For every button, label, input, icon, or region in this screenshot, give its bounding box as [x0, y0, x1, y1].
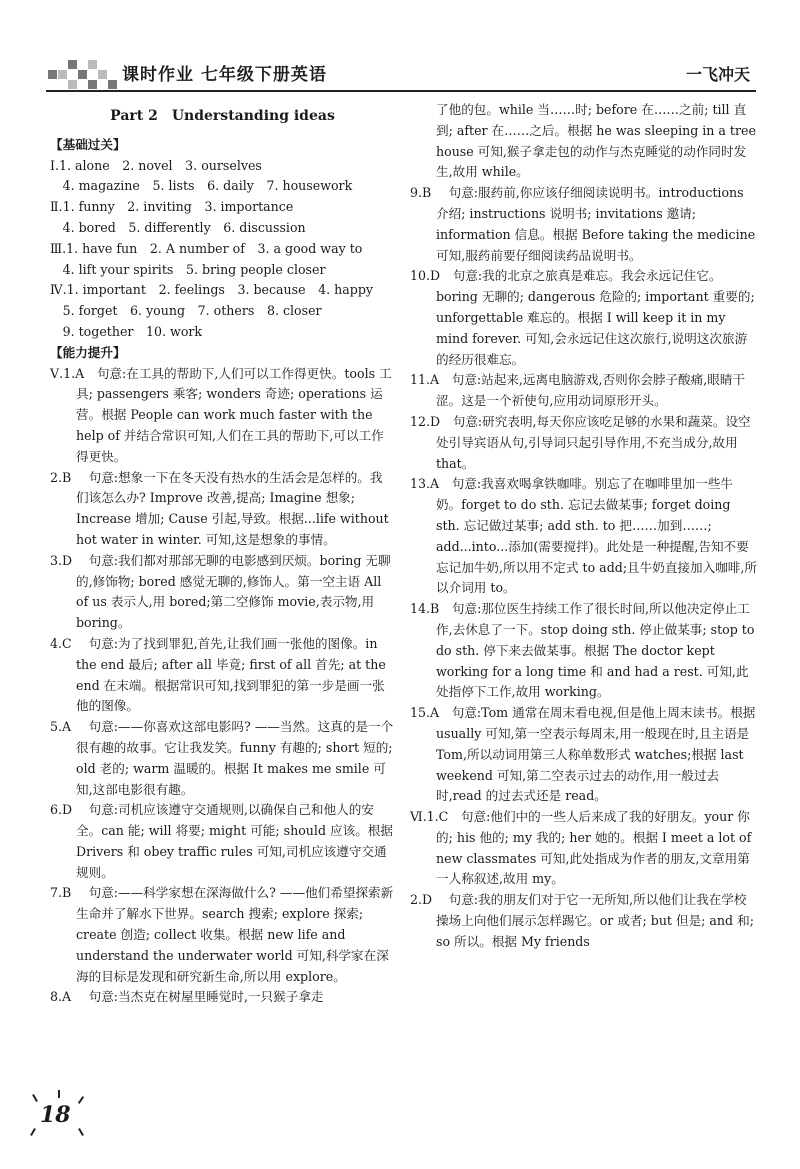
answer-explanation: 句意:Tom 通常在周末看电视,但是他上周末读书。根据 usually 可知,第一空表示每周末,用一般现在时,且主语是 Tom,所以动词用第三人称单数形式 watches;根据 last weekend 可知,第二空表示过去的动作,用一般过去时,read 的过去式还是 read。 — [436, 705, 756, 804]
header-rule — [46, 90, 756, 92]
left-column — [50, 100, 395, 1008]
right-column — [410, 100, 758, 953]
answer-item — [410, 703, 758, 807]
answer-explanation: 句意:——科学家想在深海做什么? ——他们希望探索新生命并了解水下世界。search 搜索; explore 探索; create 创造; collect 收集。根据 new life and understand the underwater world 可知,科学家在深海的目标是发现和研究新生命,所以用 explore。 — [76, 885, 394, 984]
basic-answer-line: 4. lift your spirits 5. bring people closer — [50, 261, 326, 277]
answer-explanation: 句意:站起来,远离电脑游戏,否则你会脖子酸痛,眼睛干涩。这是一个祈使句,应用动词原形开头。 — [436, 372, 746, 409]
answer-item — [410, 266, 758, 370]
section-ability: 【能力提升】 — [50, 344, 126, 360]
answer-explanation: 句意:当杰克在树屋里睡觉时,一只猴子拿走 — [88, 989, 324, 1005]
basic-answer-line: Ⅲ.1. have fun 2. A number of 3. a good way to — [50, 240, 363, 256]
answer-number: 7.B — [50, 885, 72, 901]
answer-number: 11.A — [410, 372, 440, 388]
answer-explanation: 句意:在工具的帮助下,人们可以工作得更快。tools 工具; passengers 乘客; wonders 奇迹; operations 运营。根据 People can work much faster with the help of 并结合常识可知,人们在工具的帮助下,可以工作得更快。 — [76, 365, 392, 464]
answer-number: 2.D — [410, 892, 433, 908]
answer-item — [50, 468, 395, 551]
answer-item — [410, 370, 758, 412]
answer-number: 2.B — [50, 469, 72, 485]
answer-item — [410, 474, 758, 599]
answer-number: 14.B — [410, 601, 440, 617]
answer-number: 9.B — [410, 185, 432, 201]
answer-item — [410, 890, 758, 952]
answer-item — [410, 807, 758, 890]
answer-explanation: 句意:那位医生持续工作了很长时间,所以他决定停止工作,去休息了一下。stop doing sth. 停止做某事; stop to do sth. 停下来去做某事。根据 The doctor kept working for a long time 和 and had a rest. 可知,此处指停下工作,故用 working。 — [436, 601, 755, 700]
answer-item — [50, 883, 395, 987]
answer-explanation: 句意:想象一下在冬天没有热水的生活会是怎样的。我们该怎么办? Improve 改善,提高; Imagine 想象; Increase 增加; Cause 引起,导致。根据...life without hot water in winter. 可知,这是想象的事情。 — [76, 469, 389, 547]
answer-explanation: 句意:为了找到罪犯,首先,让我们画一张他的图像。in the end 最后; after all 毕竟; first of all 首先; at the end 在末端。根据常识可知,找到罪犯的第一步是画一张他的图像。 — [76, 635, 386, 714]
basic-answer-line: Ⅰ.1. alone 2. novel 3. ourselves — [50, 157, 262, 173]
answer-number: 13.A — [410, 476, 440, 492]
basic-answer-line: 9. together 10. work — [50, 323, 203, 339]
answer-item — [50, 987, 395, 1008]
answer-explanation: 句意:我喜欢喝拿铁咖啡。别忘了在咖啡里加一些牛奶。forget to do sth. 忘记去做某事; forget doing sth. 忘记做过某事; add sth. to 把……加到……; add...into...添加(需要搅拌)。此处是一种提醒,告知不要忘记加牛奶,所以用不定式 to add;且牛奶直接加入咖啡,所以介词用 to。 — [436, 476, 757, 596]
answer-number: 4.C — [50, 635, 72, 651]
basic-answers — [50, 156, 395, 343]
answer-number: 12.D — [410, 413, 441, 429]
part-title: Part 2 Understanding ideas — [110, 108, 335, 124]
basic-answer-line: 5. forget 6. young 7. others 8. closer — [50, 303, 322, 319]
answer-explanation: 句意:我的朋友们对于它一无所知,所以他们让我在学校操场上向他们展示怎样踢它。or 或者; but 但是; and 和; so 所以。根据 My friends — [436, 892, 754, 949]
header-logo-pattern — [48, 56, 116, 90]
header-brand: 一飞冲天 — [685, 65, 750, 84]
answer-item — [50, 551, 395, 634]
page-number-badge — [28, 1090, 88, 1140]
answer-explanation: 句意:我们都对那部无聊的电影感到厌烦。boring 无聊的,修饰物; bored 感觉无聊的,修饰人。第一空主语 All of us 表示人,用 bored;第二空修饰 movie,表示物,用 boring。 — [76, 552, 391, 631]
right-continuation: 了他的包。while 当……时; before 在……之前; till 直到; after 在……之后。根据 he was sleeping in a tree house 可知,猴子拿走包的动作与杰克睡觉的动作同时发生,故用 while。 — [436, 102, 756, 180]
right-items — [410, 183, 758, 952]
section-basic: 【基础过关】 — [50, 136, 126, 152]
basic-answer-line: 4. magazine 5. lists 6. daily 7. housework — [50, 178, 353, 194]
answer-number: Ⅵ.1.C — [410, 809, 449, 825]
answer-explanation: 句意:司机应该遵守交通规则,以确保自己和他人的安全。can 能; will 将要; might 可能; should 应该。根据 Drivers 和 obey traffic rules 可知,司机应该遵守交通规则。 — [76, 802, 393, 880]
answer-item — [50, 364, 395, 468]
page-header — [40, 52, 760, 96]
answer-number: 15.A — [410, 705, 440, 721]
answer-item — [50, 634, 395, 717]
page-number: 18 — [40, 1102, 71, 1128]
answer-number: 6.D — [50, 802, 73, 818]
answer-number: 10.D — [410, 268, 441, 284]
header-title: 课时作业 七年级下册英语 — [122, 65, 327, 85]
basic-answer-line: 4. bored 5. differently 6. discussion — [50, 219, 306, 235]
answer-explanation: 句意:——你喜欢这部电影吗? ——当然。这真的是一个很有趣的故事。它让我发笑。funny 有趣的; short 短的; old 老的; warm 温暖的。根据 It makes me smile 可知,这部电影很有趣。 — [76, 719, 394, 797]
answer-explanation: 句意:服药前,你应该仔细阅读说明书。introductions 介绍; instructions 说明书; invitations 邀请; information 信息。根据 Before taking the medicine 可知,服药前要仔细阅读药品说明书。 — [436, 185, 756, 263]
answer-number: 8.A — [50, 989, 72, 1005]
answer-item — [410, 412, 758, 474]
answer-number: Ⅴ.1.A — [50, 365, 85, 381]
basic-answer-line: Ⅱ.1. funny 2. inviting 3. importance — [50, 199, 294, 215]
left-items — [50, 364, 395, 1009]
answer-item — [410, 599, 758, 703]
answer-number: 3.D — [50, 552, 73, 568]
answer-explanation: 句意:我的北京之旅真是难忘。我会永远记住它。boring 无聊的; dangerous 危险的; important 重要的; unforgettable 难忘的。根据 I will keep it in my mind forever. 可知,会永远记住这次旅行,说明这次旅游的经历很难忘。 — [436, 268, 755, 367]
answer-explanation: 句意:研究表明,每天你应该吃足够的水果和蔬菜。设空处引导宾语从句,引导词只起引导作用,不充当成分,故用 that。 — [436, 413, 751, 471]
answer-item — [50, 800, 395, 883]
answer-explanation: 句意:他们中的一些人后来成了我的好朋友。your 你的; his 他的; my 我的; her 她的。根据 I meet a lot of new classmates 可知,此处指成为作者的朋友,文章用第一人称叙述,故用 my。 — [436, 809, 752, 887]
answer-item — [50, 717, 395, 800]
answer-item — [410, 183, 758, 266]
answer-number: 5.A — [50, 719, 72, 735]
basic-answer-line: Ⅳ.1. important 2. feelings 3. because 4. happy — [50, 282, 374, 298]
